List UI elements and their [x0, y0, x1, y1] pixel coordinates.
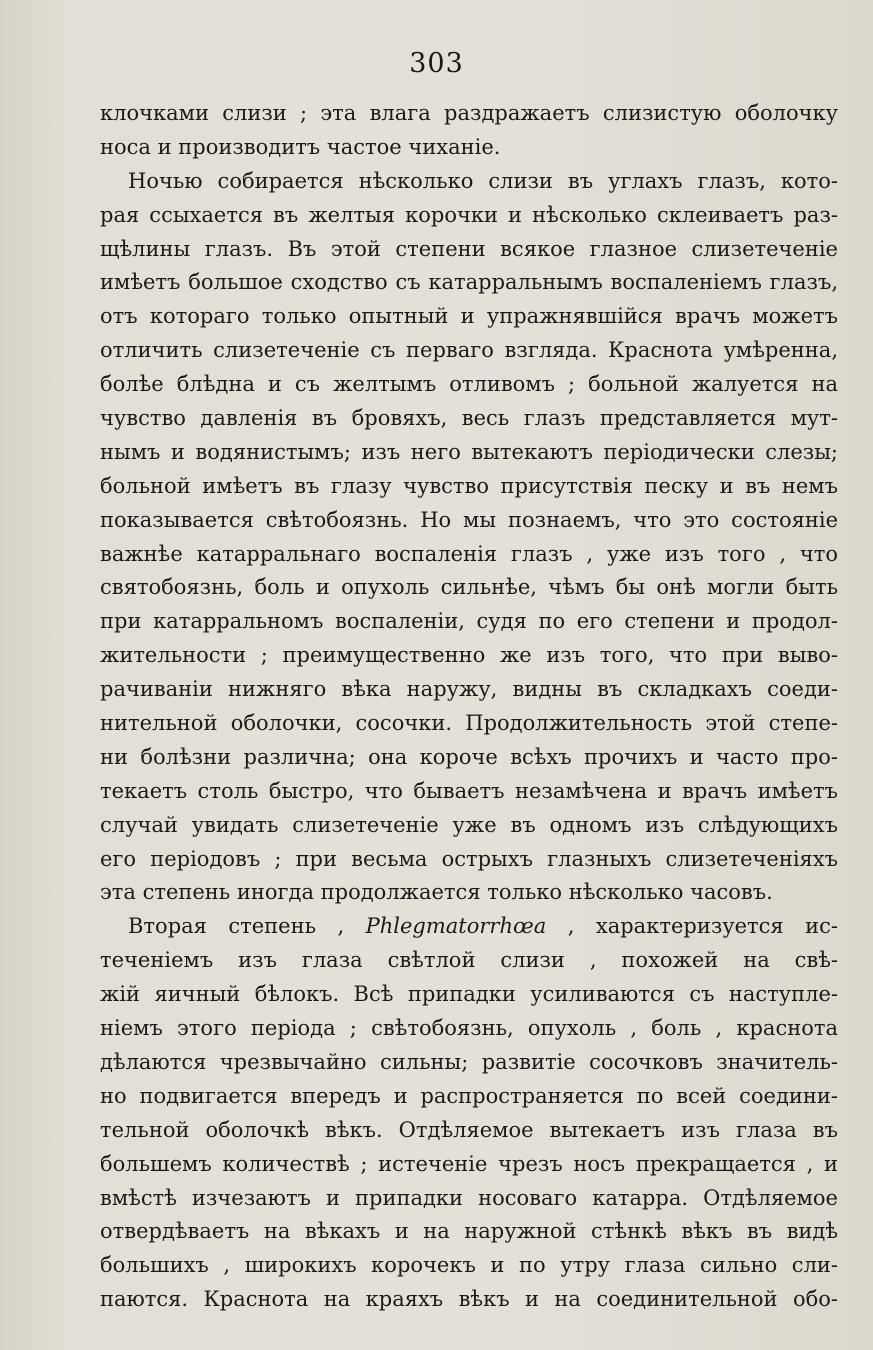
text-line: теченіемъ изъ глаза свѣтлой слизи , похожей на свѣ- — [100, 948, 838, 973]
text-line: имѣетъ большое сходство съ катарральнымъ воспаленіемъ глазъ, — [100, 270, 838, 295]
text-line: при катарральномъ воспаленіи, судя по его степени и продол- — [100, 609, 838, 634]
text-line: большемъ количествѣ ; истеченіе чрезъ носъ прекращается , и — [100, 1151, 838, 1176]
text-line: чувство давленія въ бровяхъ, весь глазъ представляется мут- — [100, 406, 838, 431]
paragraph-start-line: Вторая степень , Phlegmatorrhœa , характеризуется ис- — [128, 914, 838, 939]
text-line: святобоязнь, боль и опухоль сильнѣе, чѣмъ бы онѣ могли быть — [100, 575, 838, 600]
text-line: клочками слизи ; эта влага раздражаетъ слизистую оболочку — [100, 101, 838, 125]
text-line: но подвигается впередъ и распространяется по всей соедини- — [100, 1083, 838, 1108]
text-line: нительной оболочки, сосочки. Продолжительность этой степе- — [100, 711, 838, 736]
text-line: нымъ и водянистымъ; изъ него вытекаютъ періодически слезы; — [100, 439, 838, 464]
text-line: больной имѣетъ въ глазу чувство присутствія песку и въ немъ — [100, 473, 838, 498]
text-line: эта степень иногда продолжается только нѣсколько часовъ. — [100, 880, 773, 905]
body-text — [100, 97, 838, 1317]
text-line: рая ссыхается въ желтыя корочки и нѣсколько склеиваетъ раз- — [100, 202, 838, 227]
text-line: дѣлаются чрезвычайно сильны; развитіе сосочковъ значитель- — [100, 1049, 838, 1074]
text-line: вмѣстѣ изчезаютъ и припадки носоваго катарра. Отдѣляемое — [100, 1185, 838, 1210]
text-line: тельной оболочкѣ вѣкъ. Отдѣляемое вытекаетъ изъ глаза въ — [100, 1117, 838, 1142]
text-line: носа и производитъ частое чиханіе. — [100, 134, 501, 159]
text-line: щѣлины глазъ. Въ этой степени всякое глазное слизетеченіе — [100, 236, 838, 261]
text-line: отъ котораго только опытный и упражнявшійся врачъ можетъ — [100, 304, 838, 329]
text-line: отвердѣваетъ на вѣкахъ и на наружной стѣнкѣ вѣкъ въ видѣ — [100, 1219, 838, 1244]
paragraph-start-line: Ночью собирается нѣсколько слизи въ углахъ глазъ, кото- — [128, 168, 838, 193]
text-line: жительности ; преимущественно же изъ того, что при выво- — [100, 643, 838, 668]
text-line: ніемъ этого періода ; свѣтобоязнь, опухоль , боль , краснота — [100, 1016, 838, 1041]
text-line: ни болѣзни различна; она короче всѣхъ прочихъ и часто про- — [100, 744, 838, 769]
text-line: его періодовъ ; при весьма острыхъ глазныхъ слизетеченіяхъ — [100, 846, 838, 871]
text-line: жій яичный бѣлокъ. Всѣ припадки усиливаются съ наступле- — [100, 982, 838, 1007]
latin-term: Phlegmatorrhœa — [365, 914, 547, 939]
text-line: паются. Краснота на краяхъ вѣкъ и на соединительной обо- — [100, 1287, 838, 1312]
text-line: рачиваніи нижняго вѣка наружу, видны въ складкахъ соеди- — [100, 677, 838, 702]
page-number: 303 — [409, 48, 464, 79]
text-line: болѣе блѣдна и съ желтымъ отливомъ ; больной жалуется на — [100, 372, 838, 397]
text-line: важнѣе катарральнаго воспаленія глазъ , уже изъ того , что — [100, 541, 838, 566]
text-line: отличить слизетеченіе съ перваго взгляда. Краснота умѣренна, — [100, 338, 838, 363]
text-line: показывается свѣтобоязнь. Но мы познаемъ, что это состояніе — [100, 507, 838, 532]
text-line: текаетъ столь быстро, что бываетъ незамѣчена и врачъ имѣетъ — [100, 778, 838, 803]
text-line: случай увидать слизетеченіе уже въ одномъ изъ слѣдующихъ — [100, 812, 838, 837]
text-line: большихъ , широкихъ корочекъ и по утру глаза сильно сли- — [100, 1253, 838, 1278]
